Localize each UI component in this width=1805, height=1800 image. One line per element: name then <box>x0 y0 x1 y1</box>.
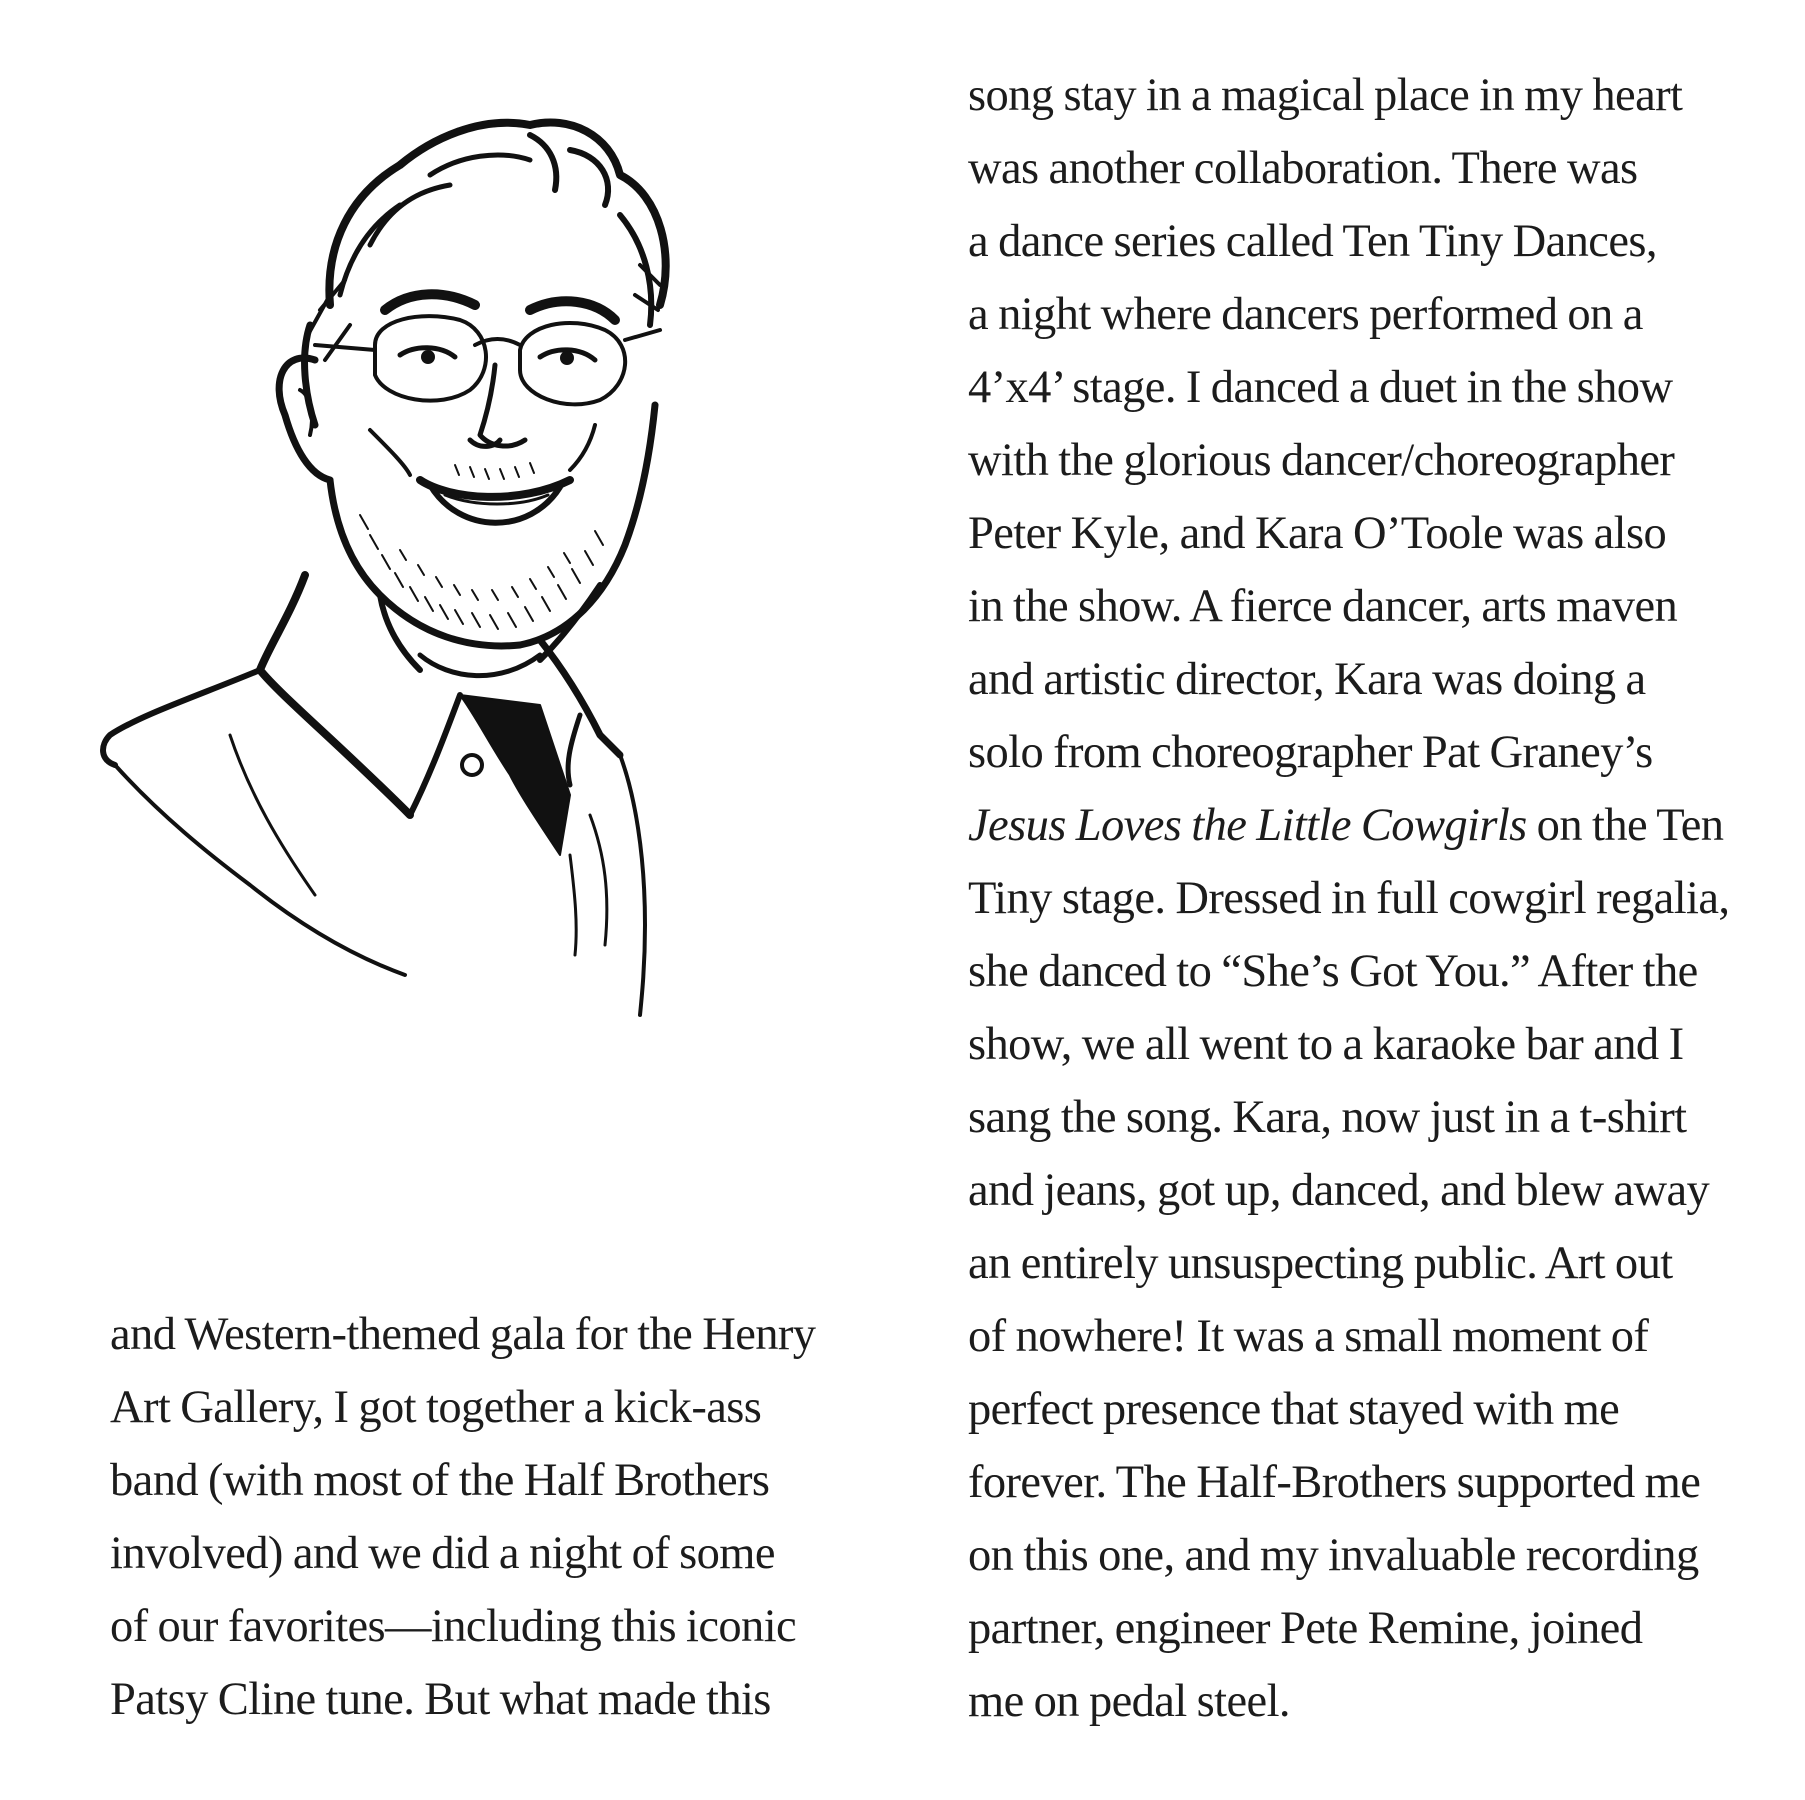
text-line: song stay in a magical place in my heart <box>968 70 1683 121</box>
text-line: partner, engineer Pete Remine, joined <box>968 1603 1643 1654</box>
portrait-illustration <box>100 95 760 1155</box>
text-line: sang the song. Kara, now just in a t-shirt <box>968 1092 1687 1143</box>
text-line: solo from choreographer Pat Graney’s <box>968 727 1653 778</box>
text-line: on this one, and my invaluable recording <box>968 1530 1699 1581</box>
text-line: an entirely unsuspecting public. Art out <box>968 1238 1673 1289</box>
text-line: band (with most of the Half Brothers <box>110 1455 770 1506</box>
text-line: of nowhere! It was a small moment of <box>968 1311 1649 1362</box>
text-line: was another collaboration. There was <box>968 143 1638 194</box>
text-segment: on the Ten <box>1526 800 1724 851</box>
text-line: involved) and we did a night of some <box>110 1528 775 1579</box>
text-line: with the glorious dancer/choreographer <box>968 435 1675 486</box>
man-portrait-icon <box>100 95 760 1155</box>
text-line: of our favorites—including this iconic <box>110 1601 797 1652</box>
text-line-with-title <box>968 789 1788 862</box>
text-line: 4’x4’ stage. I danced a duet in the show <box>968 362 1673 413</box>
text-line: Tiny stage. Dressed in full cowgirl regalia, <box>968 873 1730 924</box>
text-line: and artistic director, Kara was doing a <box>968 654 1646 705</box>
text-line: show, we all went to a karaoke bar and I <box>968 1019 1684 1070</box>
text-line: she danced to “She’s Got You.” After the <box>968 946 1698 997</box>
text-line: forever. The Half-Brothers supported me <box>968 1457 1701 1508</box>
text-line: Peter Kyle, and Kara O’Toole was also <box>968 508 1667 559</box>
text-line: me on pedal steel. <box>968 1676 1290 1727</box>
text-line: perfect presence that stayed with me <box>968 1384 1620 1435</box>
text-line: Patsy Cline tune. But what made this <box>110 1674 771 1725</box>
text-line: Art Gallery, I got together a kick-ass <box>110 1382 762 1433</box>
book-title: Jesus Loves the Little Cowgirls <box>968 800 1527 851</box>
right-text-column <box>968 59 1788 1738</box>
text-line: and jeans, got up, danced, and blew away <box>968 1165 1710 1216</box>
text-line: in the show. A fierce dancer, arts maven <box>968 581 1678 632</box>
left-text-column <box>110 1298 910 1736</box>
text-line: and Western-themed gala for the Henry <box>110 1309 816 1360</box>
text-line: a night where dancers performed on a <box>968 289 1643 340</box>
text-line: a dance series called Ten Tiny Dances, <box>968 216 1657 267</box>
